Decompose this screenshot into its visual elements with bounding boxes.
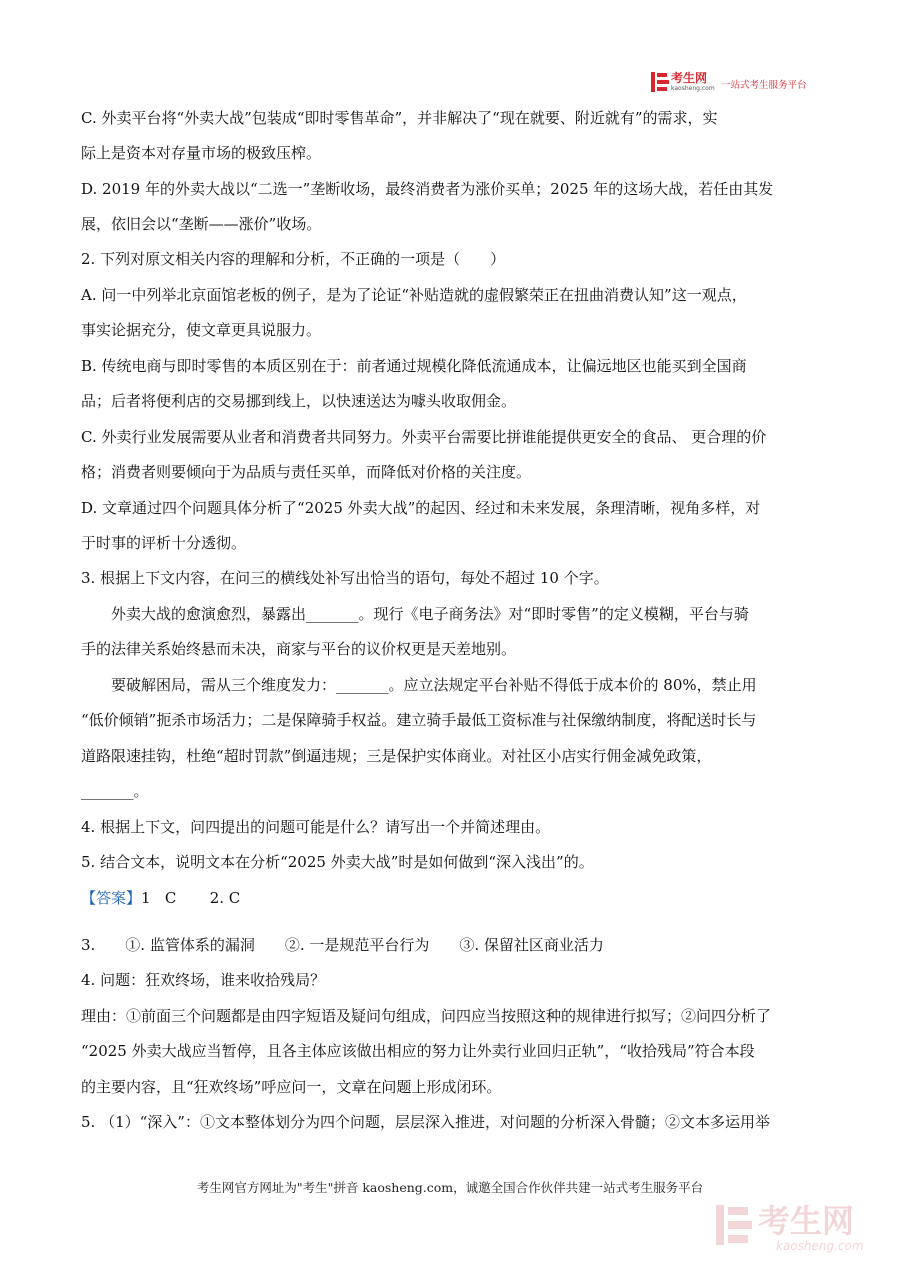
question-4: 4. 根据上下文，问四提出的问题可能是什么？请写出一个并简述理由。 (81, 818, 551, 836)
option-c-line2: 际上是资本对存量市场的极致压榨。 (81, 144, 322, 162)
option-d-line1: D. 2019 年的外卖大战以“二选一”垄断收场，最终消费者为涨价买单；2025 年的这场大战，若任由其发 (81, 180, 774, 198)
q3-passage-line5: 道路限速挂钩，杜绝“超时罚款”倒逼违规；三是保护实体商业。对社区小店实行佣金减免政策， (81, 747, 712, 765)
question-2: 2. 下列对原文相关内容的理解和分析，不正确的一项是（ ） (81, 250, 506, 268)
question-3: 3. 根据上下文内容，在问三的横线处补写出恰当的语句，每处不超过 10 个字。 (81, 569, 609, 587)
watermark-text: 考生网 (758, 1202, 855, 1240)
q3-passage-line2: 手的法律关系始终悬而未决，商家与平台的议价权更是天差地别。 (81, 640, 517, 658)
answer-4-question: 4. 问题：狂欢终场，谁来收拾残局？ (81, 971, 326, 989)
q2-option-c-line2: 格；消费者则要倾向于为品质与责任买单，而降低对价格的关注度。 (81, 463, 532, 481)
option-d-line2: 展，依旧会以“垄断——涨价”收场。 (81, 215, 322, 233)
question-5: 5. 结合文本，说明文本在分析“2025 外卖大战”时是如何做到“深入浅出”的。 (81, 853, 594, 871)
q3-passage-line6: _______。 (81, 782, 149, 800)
logo-mark-icon (651, 72, 669, 92)
answer-4-reason-line1: 理由：①前面三个问题都是由四字短语及疑问句组成，问四应当按照这种的规律进行拟写；②问四分析了 (81, 1007, 772, 1025)
site-logo-header (651, 72, 823, 96)
option-c-line1: C. 外卖平台将“外卖大战”包装成“即时零售革命”，并非解决了“现在就要、附近就有”的需求，实 (81, 109, 718, 127)
q3-passage-line4: “低价倾销”扼杀市场活力；二是保障骑手权益。建立骑手最低工资标准与社保缴纳制度，将配送时长与 (81, 711, 757, 729)
answer-choices: 1 C 2. C (141, 889, 241, 907)
watermark-logo (716, 1203, 892, 1259)
page-footer: 考生网官方网址为"考生"拼音 kaosheng.com，诚邀全国合作伙伴共建一站式考生服务平台 (196, 1180, 704, 1195)
answer-4-reason-line3: 的主要内容，且“狂欢终场”呼应问一，文章在问题上形成闭环。 (81, 1078, 502, 1096)
answer-5-line1: 5. （1）“深入”：①文本整体划分为四个问题，层层深入推进，对问题的分析深入骨髓；②文本多运用举 (81, 1113, 770, 1131)
q2-option-c-line1: C. 外卖行业发展需要从业者和消费者共同努力。外卖平台需要比拼谁能提供更安全的食品、 更合理的价 (81, 428, 767, 446)
watermark-subtext: kaosheng.com (776, 1239, 864, 1253)
q3-passage-line1: 外卖大战的愈演愈烈，暴露出_______。现行《电子商务法》对“即时零售”的定义模糊，平台与骑 (81, 605, 749, 623)
logo-tagline: 一站式考生服务平台 (721, 80, 807, 91)
q3-passage-line3: 要破解困局，需从三个维度发力：_______。应立法规定平台补贴不得低于成本价的 80%，禁止用 (81, 676, 757, 694)
answer-3: 3. ①. 监管体系的漏洞 ②. 一是规范平台行为 ③. 保留社区商业活力 (81, 936, 604, 954)
logo-subtext: kaosheng.com (671, 85, 715, 92)
answer-heading (81, 888, 240, 908)
answer-4-reason-line2: “2025 外卖大战应当暂停，且各主体应该做出相应的努力让外卖行业回归正轨”，“收拾残局”符合本段 (81, 1042, 755, 1060)
watermark-mark-icon (716, 1205, 752, 1245)
q2-option-b-line2: 品；后者将便利店的交易挪到线上，以快速送达为噱头收取佣金。 (81, 392, 517, 410)
logo-text: 考生网 (671, 71, 708, 85)
q2-option-a-line2: 事实论据充分，使文章更具说服力。 (81, 321, 322, 339)
q2-option-a-line1: A. 问一中列举北京面馆老板的例子，是为了论证“补贴造就的虚假繁荣正在扭曲消费认知”这一观点， (81, 286, 747, 304)
q2-option-d-line1: D. 文章通过四个问题具体分析了“2025 外卖大战”的起因、经过和未来发展，条理清晰，视角多样，对 (81, 499, 761, 517)
answer-tag: 【答案】 (81, 889, 142, 907)
q2-option-b-line1: B. 传统电商与即时零售的本质区别在于：前者通过规模化降低流通成本，让偏远地区也能买到全国商 (81, 357, 747, 375)
q2-option-d-line2: 于时事的评析十分透彻。 (81, 534, 247, 552)
